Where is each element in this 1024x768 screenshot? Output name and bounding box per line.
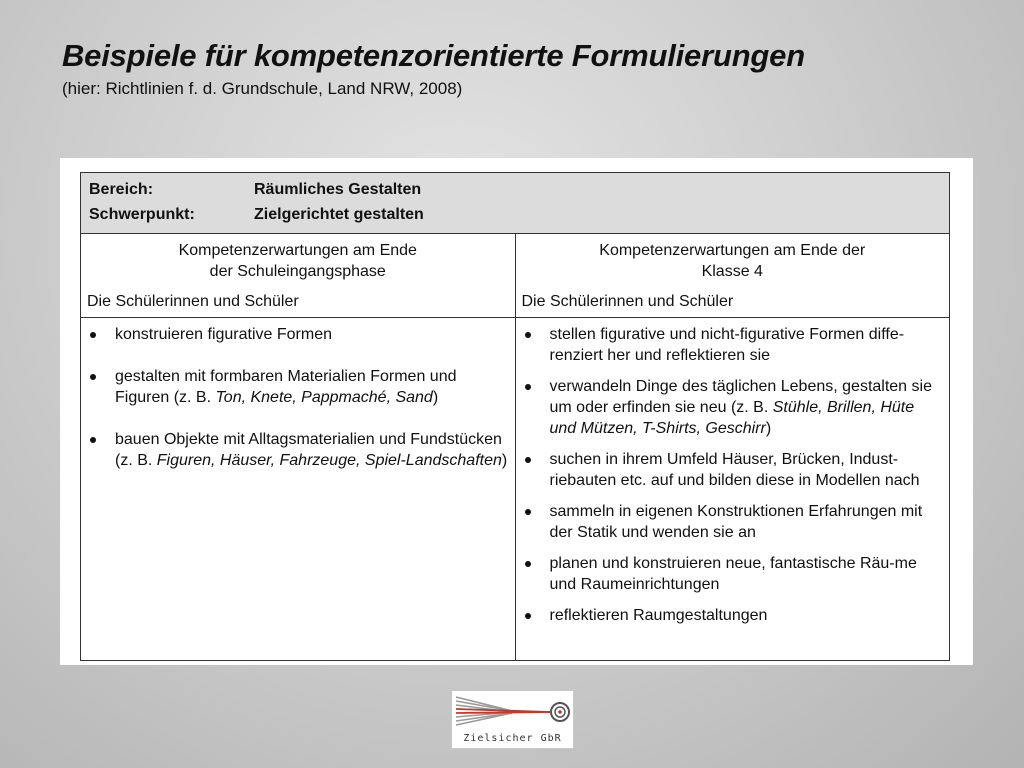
target-arrows-icon bbox=[452, 691, 573, 735]
list-item: verwandeln Dinge des täglichen Lebens, gestalten sie um oder erfinden sie neu (z. B. Stühle, Brillen, Hüte und Mützen, T-Shirts, Geschirr) bbox=[522, 376, 944, 439]
right-items-cell bbox=[515, 318, 950, 661]
right-heading-line2: Klasse 4 bbox=[701, 263, 763, 280]
right-bullet-list bbox=[522, 324, 944, 626]
left-heading-line1: Kompetenzerwartungen am Ende bbox=[178, 242, 417, 259]
slide-title: Beispiele für kompetenzorientierte Formulierungen bbox=[62, 38, 805, 73]
left-heading-line2: der Schuleingangsphase bbox=[209, 263, 386, 280]
left-column-heading bbox=[81, 234, 516, 318]
bereich-value: Räumliches Gestalten bbox=[254, 181, 422, 198]
schwerpunkt-label: Schwerpunkt: bbox=[89, 206, 195, 223]
list-item: planen und konstruieren neue, fantastische Räu-me und Raumeinrichtungen bbox=[522, 553, 944, 595]
list-item: suchen in ihrem Umfeld Häuser, Brücken, Indust-riebauten etc. auf und bilden diese in Modellen nach bbox=[522, 449, 944, 491]
list-item: sammeln in eigenen Konstruktionen Erfahrungen mit der Statik und wenden sie an bbox=[522, 501, 944, 543]
list-item: konstruieren figurative Formen bbox=[87, 324, 509, 345]
left-bullet-list bbox=[87, 324, 509, 471]
company-logo bbox=[451, 690, 574, 749]
right-column-heading bbox=[515, 234, 950, 318]
list-item: gestalten mit formbaren Materialien Formen und Figuren (z. B. Ton, Knete, Pappmaché, Sand) bbox=[87, 366, 509, 408]
schwerpunkt-value: Zielgerichtet gestalten bbox=[254, 206, 424, 223]
list-item: reflektieren Raumgestaltungen bbox=[522, 605, 944, 626]
document-image bbox=[60, 158, 973, 665]
right-lead-text: Die Schülerinnen und Schüler bbox=[521, 293, 734, 310]
table-header-block bbox=[81, 173, 950, 234]
logo-text: Zielsicher GbR bbox=[463, 733, 562, 744]
list-item: bauen Objekte mit Alltagsmaterialien und Fundstücken (z. B. Figuren, Häuser, Fahrzeuge, Spiel-Landschaften) bbox=[87, 429, 509, 471]
competency-table bbox=[80, 172, 950, 661]
bereich-label: Bereich: bbox=[89, 181, 154, 198]
left-lead-text: Die Schülerinnen und Schüler bbox=[87, 293, 299, 310]
right-heading-line1: Kompetenzerwartungen am Ende der bbox=[599, 242, 866, 259]
list-item: stellen figurative und nicht-figurative Formen diffe-renziert her und reflektieren sie bbox=[522, 324, 944, 366]
left-items-cell bbox=[81, 318, 516, 661]
slide-subtitle: (hier: Richtlinien f. d. Grundschule, Land NRW, 2008) bbox=[62, 79, 463, 98]
